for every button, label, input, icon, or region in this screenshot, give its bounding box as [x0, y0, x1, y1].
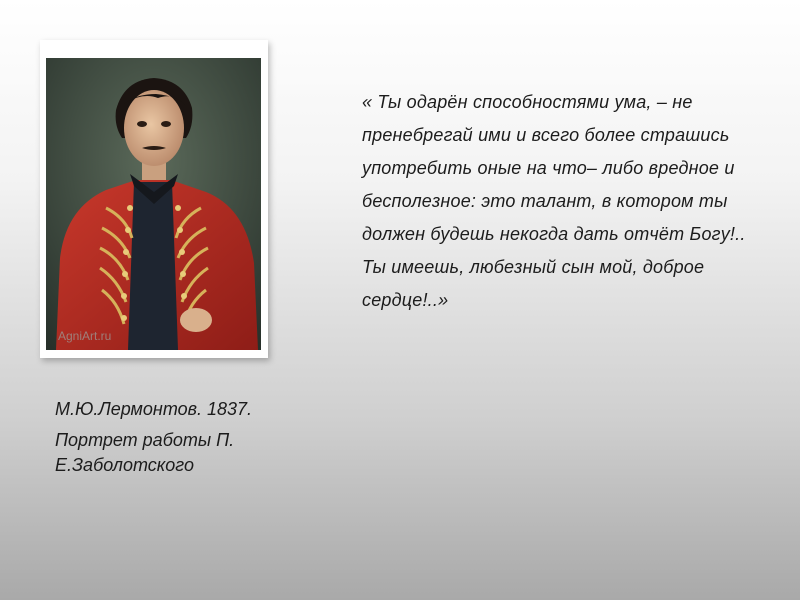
quote-text	[362, 90, 762, 321]
portrait-caption	[55, 397, 295, 484]
portrait-watermark: AgniArt.ru	[58, 329, 112, 343]
quote-line: должен будешь некогда дать отчёт Богу!..	[362, 224, 746, 244]
quote-line: пренебрегай ими и всего более страшись	[362, 125, 730, 145]
quote-line: бесполезное: это талант, в котором ты	[362, 191, 728, 211]
caption-line-artist: Портрет работы П. Е.Заболотского	[55, 430, 235, 475]
quote-line: Ты имеешь, любезный сын мой, доброе	[362, 257, 705, 277]
caption-line-author: М.Ю.Лермонтов. 1837.	[55, 399, 253, 419]
quote-line: « Ты одарён способностями ума, – не	[362, 92, 693, 112]
portrait-frame	[40, 40, 268, 358]
lermontov-portrait-image	[46, 58, 261, 350]
quote-line: сердце!..»	[362, 290, 449, 310]
quote-line: употребить оные на что– либо вредное и	[362, 158, 735, 178]
